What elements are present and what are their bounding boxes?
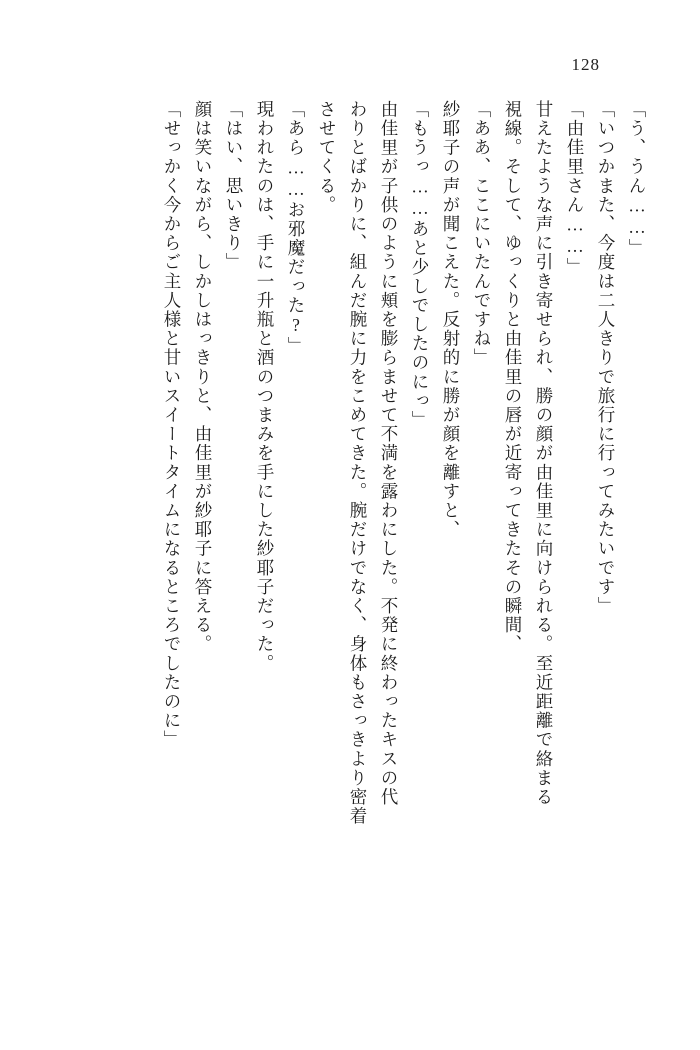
text-line: 視線。そして、ゆっくりと由佳里の唇が近寄ってきたその瞬間、 [503,100,523,654]
vertical-text-body [55,100,645,940]
text-line: 「あら……お邪魔だった?」 [286,100,306,356]
text-line: 「う、うん……」 [627,100,647,258]
text-line: わりとばかりに、組んだ腕に力をこめてきた。腕だけでなく、身体もさっきより密着 [348,100,368,826]
text-line: 「はい、思いきり」 [224,100,244,272]
text-line: 「もうっ……あと少しでしたのにっ」 [410,100,430,430]
text-line: 「由佳里さん……」 [565,100,585,277]
text-line: 「ああ、ここにいたんですね」 [472,100,492,368]
text-line: 「いつかまた、今度は二人きりで旅行に行ってみたいです」 [596,100,616,616]
text-line: 甘えたような声に引き寄せられ、勝の顔が由佳里に向けられる。至近距離で絡まる [534,100,554,807]
text-line: 顔は笑いながら、しかしはっきりと、由佳里が紗耶子に答える。 [193,100,213,654]
text-line: 現われたのは、手に一升瓶と酒のつまみを手にした紗耶子だった。 [255,100,275,673]
text-line: 紗耶子の声が聞こえた。反射的に勝が顔を離すと、 [441,100,461,540]
page-number: 128 [571,55,600,74]
text-line: 「せっかく今からご主人様と甘いスイートタイムになるところでしたのに」 [162,100,182,750]
text-line: 由佳里が子供のように頬を膨らませて不満を露わにした。不発に終わったキスの代 [379,100,399,807]
text-line: させてくる。 [317,100,337,215]
